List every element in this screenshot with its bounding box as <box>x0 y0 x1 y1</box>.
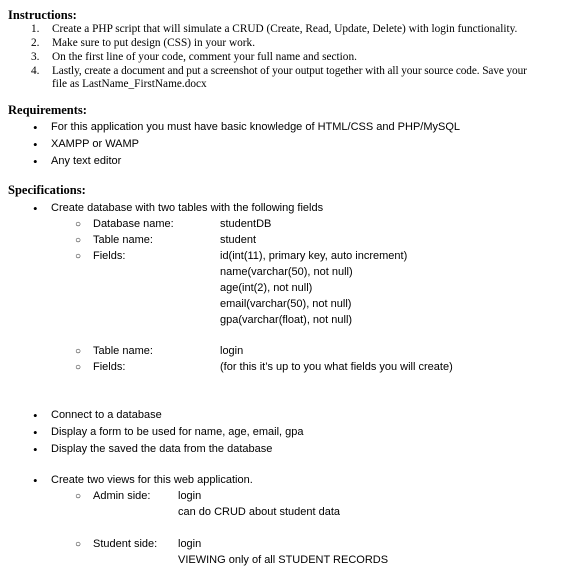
admin-side-label: Admin side: <box>93 490 151 502</box>
table-name-value: login <box>220 345 244 357</box>
circle-bullet-icon: ○ <box>75 235 82 246</box>
instruction-text-continued: file as LastName_FirstName.docx <box>52 78 207 90</box>
instruction-number: 1. <box>31 23 40 35</box>
circle-bullet-icon: ○ <box>75 251 82 262</box>
table-name-label: Table name: <box>93 345 153 357</box>
fields-label: Fields: <box>93 361 126 373</box>
requirements-heading: Requirements: <box>8 103 87 117</box>
bullet-icon: • <box>33 408 38 423</box>
spec-item: Display the saved the data from the database <box>51 443 273 455</box>
field-line: name(varchar(50), not null) <box>220 266 353 278</box>
requirement-item: For this application you must have basic knowledge of HTML/CSS and PHP/MySQL <box>51 121 461 133</box>
admin-side-line: login <box>178 490 202 502</box>
bullet-icon: • <box>33 137 38 152</box>
instruction-text: Make sure to put design (CSS) in your work. <box>52 37 256 49</box>
instruction-text: Create a PHP script that will simulate a CRUD (Create, Read, Update, Delete) with login functionality. <box>52 23 518 35</box>
student-side-line: VIEWING only of all STUDENT RECORDS <box>178 554 389 566</box>
circle-bullet-icon: ○ <box>75 362 82 373</box>
bullet-icon: • <box>33 442 38 457</box>
db-name-label: Database name: <box>93 218 174 230</box>
instruction-text: On the first line of your code, comment your full name and section. <box>52 51 357 63</box>
spec-item: Connect to a database <box>51 409 162 421</box>
instruction-number: 4. <box>31 65 40 77</box>
student-side-line: login <box>178 538 202 550</box>
spec-create-database: Create database with two tables with the following fields <box>51 202 324 214</box>
db-name-value: studentDB <box>220 218 272 230</box>
spec-item: Display a form to be used for name, age, email, gpa <box>51 426 304 438</box>
bullet-icon: • <box>33 154 38 169</box>
bullet-icon: • <box>33 473 38 488</box>
field-line: id(int(11), primary key, auto increment) <box>220 250 408 262</box>
requirement-item: Any text editor <box>51 155 122 167</box>
student-side-label: Student side: <box>93 538 158 550</box>
requirement-item: XAMPP or WAMP <box>51 138 140 150</box>
circle-bullet-icon: ○ <box>75 346 82 357</box>
field-line: email(varchar(50), not null) <box>220 298 352 310</box>
specifications-heading: Specifications: <box>8 183 86 197</box>
fields-value: (for this it’s up to you what fields you will create) <box>220 361 453 373</box>
field-line: age(int(2), not null) <box>220 282 313 294</box>
table-name-value: student <box>220 234 257 246</box>
bullet-icon: • <box>33 120 38 135</box>
bullet-icon: • <box>33 425 38 440</box>
instruction-text: Lastly, create a document and put a screenshot of your output together with all your source code. Save your <box>52 65 527 77</box>
field-line: gpa(varchar(float), not null) <box>220 314 353 326</box>
bullet-icon: • <box>33 201 38 216</box>
circle-bullet-icon: ○ <box>75 219 82 230</box>
table-name-label: Table name: <box>93 234 153 246</box>
circle-bullet-icon: ○ <box>75 539 82 550</box>
instructions-heading: Instructions: <box>8 8 77 22</box>
admin-side-line: can do CRUD about student data <box>178 506 341 518</box>
spec-views: Create two views for this web application. <box>51 474 253 486</box>
fields-label: Fields: <box>93 250 126 262</box>
circle-bullet-icon: ○ <box>75 491 82 502</box>
instruction-number: 3. <box>31 51 40 63</box>
instruction-number: 2. <box>31 37 40 49</box>
